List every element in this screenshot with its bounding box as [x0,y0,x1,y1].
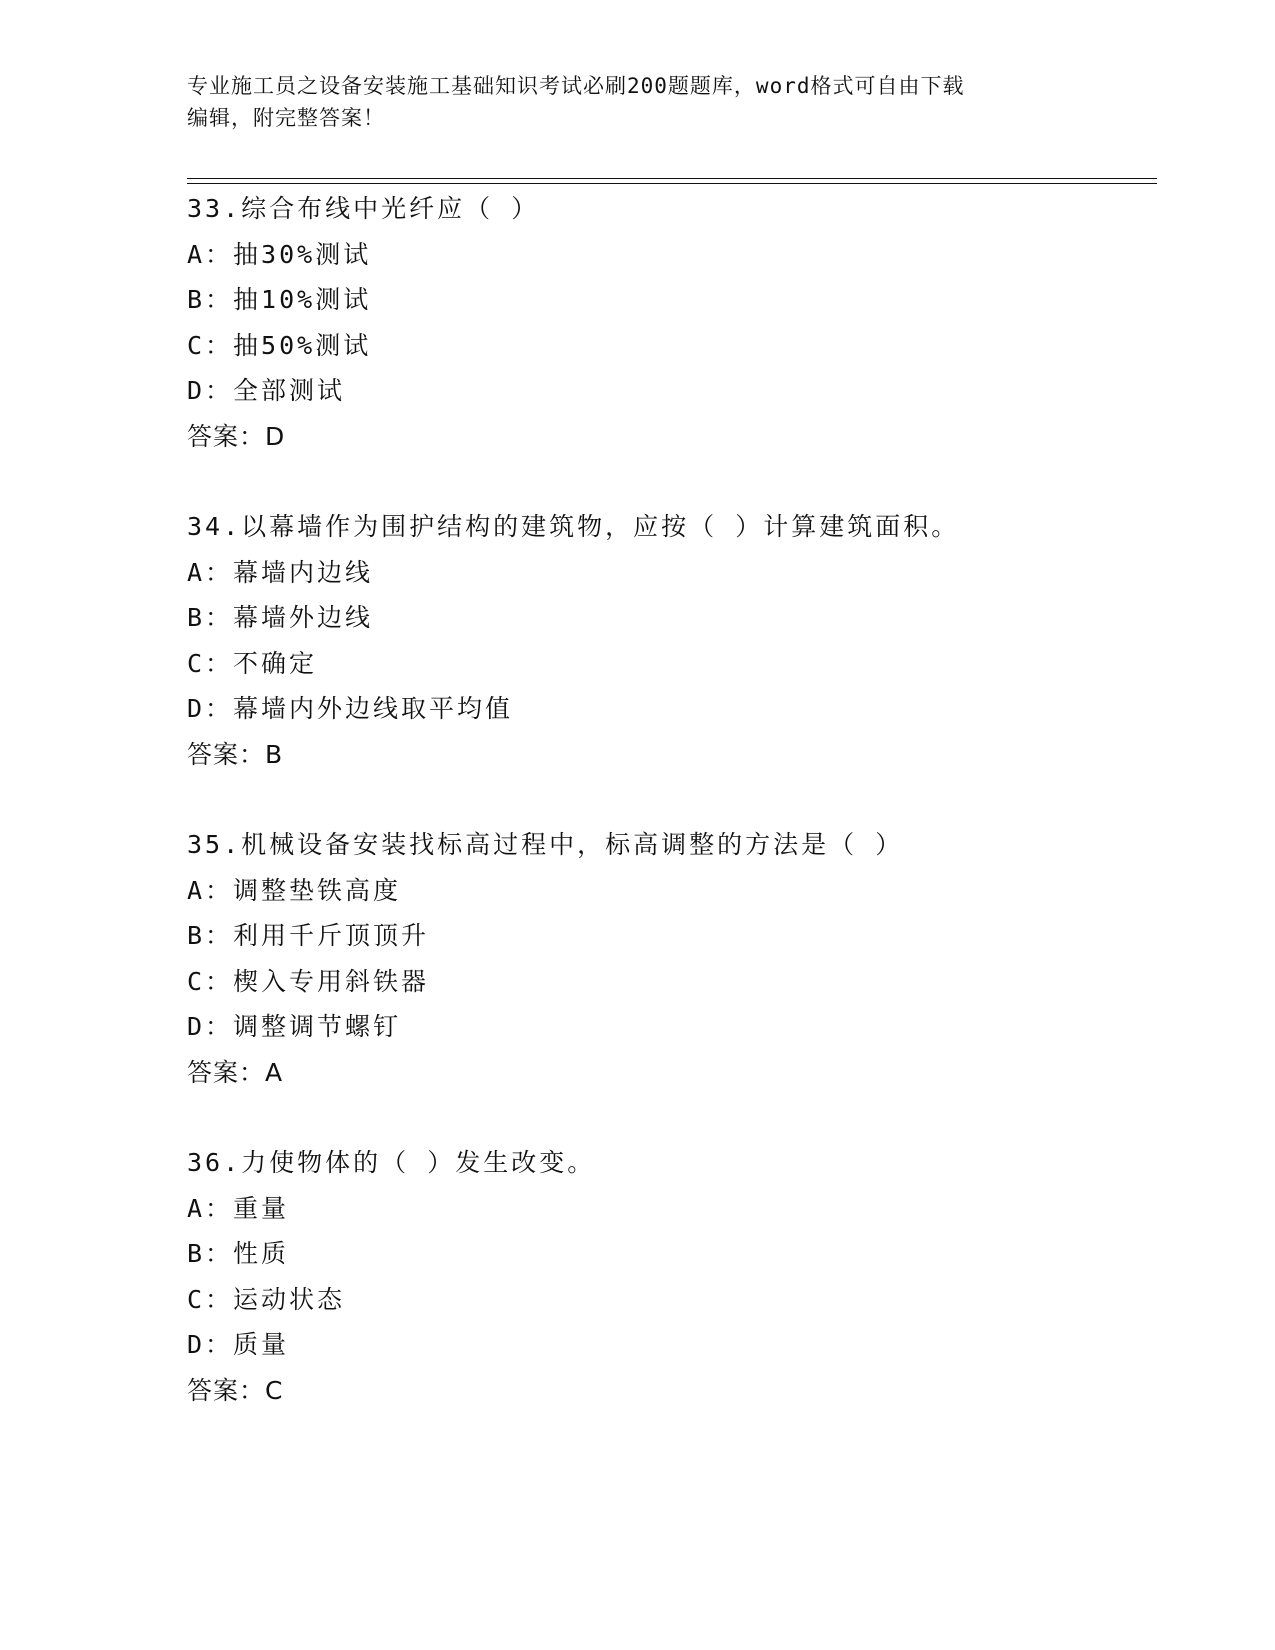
option-d: D：全部测试 [187,376,346,405]
option-d: D：质量 [187,1330,290,1359]
question-33 [187,186,1187,459]
option-b: B：幕墙外边线 [187,603,374,632]
document-header [187,70,1087,134]
option-c: C：不确定 [187,648,318,678]
question-stem: 33.综合布线中光纤应（ ） [187,194,540,223]
question-stem: 35.机械设备安装找标高过程中，标高调整的方法是（ ） [187,830,904,859]
option-a: A：重量 [187,1193,290,1223]
answer-label: 答案：C [187,1375,284,1405]
option-c: C：抽50%测试 [187,330,372,360]
option-b: B：利用千斤顶顶升 [187,921,430,950]
option-c: C：运动状态 [187,1284,346,1314]
header-divider [187,178,1157,184]
option-c: C：楔入专用斜铁器 [187,966,430,996]
question-stem: 36.力使物体的（ ）发生改变。 [187,1148,596,1177]
option-a: A：抽30%测试 [187,239,372,269]
question-35 [187,822,1187,1095]
question-36 [187,1140,1187,1413]
question-34 [187,504,1187,777]
answer-label: 答案：B [187,739,284,769]
question-stem: 34.以幕墙作为围护结构的建筑物，应按（ ）计算建筑面积。 [187,512,960,541]
header-line-1: 专业施工员之设备安装施工基础知识考试必刷200题题库，word格式可自由下载 [187,74,965,98]
option-b: B：性质 [187,1239,290,1268]
answer-label: 答案：D [187,421,286,451]
option-b: B：抽10%测试 [187,285,372,314]
option-d: D：调整调节螺钉 [187,1012,402,1041]
option-d: D：幕墙内外边线取平均值 [187,694,514,723]
answer-label: 答案：A [187,1057,284,1087]
header-line-2: 编辑，附完整答案！ [187,106,385,130]
option-a: A：调整垫铁高度 [187,875,402,905]
option-a: A：幕墙内边线 [187,557,374,587]
